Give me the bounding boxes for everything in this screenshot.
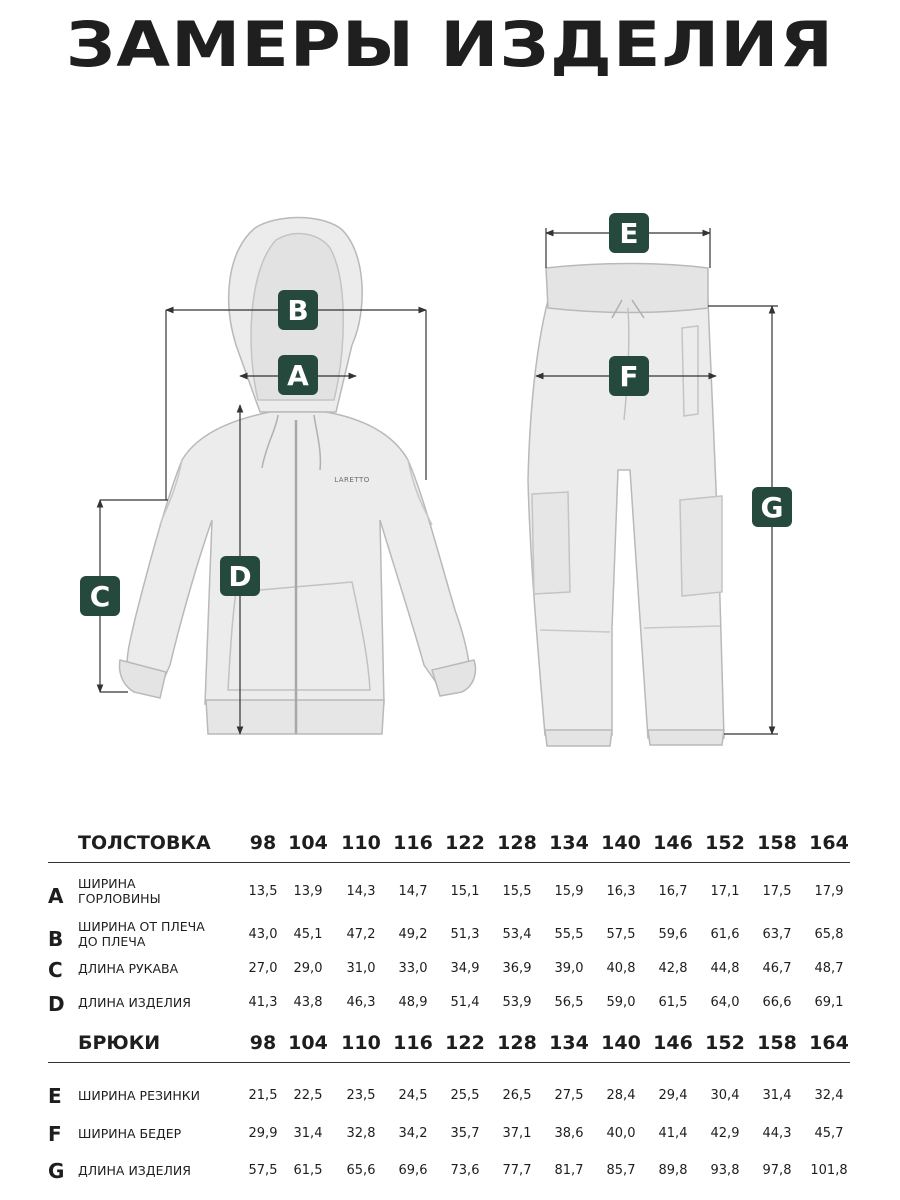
hoodie-table-title: ТОЛСТОВКА [78, 832, 211, 854]
table-cell: 45,7 [814, 1126, 844, 1141]
table-row [48, 958, 850, 988]
row-letter: G [48, 1159, 65, 1183]
size-header: 98 [249, 832, 277, 854]
row-label: ДЛИНА ИЗДЕЛИЯ [78, 995, 191, 1010]
table-cell: 27,5 [554, 1088, 584, 1103]
table-cell: 43,8 [293, 995, 323, 1010]
pants-table-header [48, 1022, 850, 1063]
table-cell: 25,5 [450, 1088, 480, 1103]
row-label: ДЛИНА РУКАВА [78, 961, 179, 976]
table-cell: 44,8 [710, 961, 740, 976]
svg-text:G: G [760, 491, 784, 524]
table-cell: 23,5 [346, 1088, 376, 1103]
table-cell: 15,1 [450, 884, 480, 899]
table-cell: 48,9 [398, 995, 428, 1010]
size-header: 128 [497, 832, 537, 854]
table-cell: 37,1 [502, 1126, 532, 1141]
row-letter: E [48, 1084, 62, 1108]
table-cell: 101,8 [810, 1163, 848, 1178]
table-cell: 16,3 [606, 884, 636, 899]
table-cell: 41,3 [248, 995, 278, 1010]
table-cell: 32,8 [346, 1126, 376, 1141]
svg-text:E: E [619, 217, 639, 250]
table-cell: 51,4 [450, 995, 480, 1010]
marker-e [609, 213, 649, 253]
svg-text:F: F [619, 360, 639, 393]
size-header: 110 [341, 832, 381, 854]
table-cell: 73,6 [450, 1163, 480, 1178]
table-cell: 15,5 [502, 884, 532, 899]
table-cell: 46,3 [346, 995, 376, 1010]
table-cell: 30,4 [710, 1088, 740, 1103]
size-header: 140 [601, 1032, 641, 1054]
row-letter: D [48, 992, 65, 1016]
table-cell: 64,0 [710, 995, 740, 1010]
table-cell: 66,6 [762, 995, 792, 1010]
table-cell: 97,8 [762, 1163, 792, 1178]
table-cell: 16,7 [658, 884, 688, 899]
table-cell: 24,5 [398, 1088, 428, 1103]
hoodie-body [127, 412, 470, 704]
table-cell: 35,7 [450, 1126, 480, 1141]
table-cell: 29,9 [248, 1126, 278, 1141]
table-cell: 17,5 [762, 884, 792, 899]
size-header: 146 [653, 832, 693, 854]
hoodie-size-table [48, 822, 850, 1016]
row-letter: F [48, 1122, 62, 1146]
table-cell: 47,2 [346, 927, 376, 942]
size-header: 128 [497, 1032, 537, 1054]
table-cell: 65,8 [814, 927, 844, 942]
row-label: ШИРИНА РЕЗИНКИ [78, 1088, 200, 1103]
table-cell: 56,5 [554, 995, 584, 1010]
table-cell: 85,7 [606, 1163, 636, 1178]
table-cell: 38,6 [554, 1126, 584, 1141]
table-cell: 40,8 [606, 961, 636, 976]
table-cell: 51,3 [450, 927, 480, 942]
size-header: 140 [601, 832, 641, 854]
brand-logo: LARETTO [334, 476, 370, 484]
table-cell: 81,7 [554, 1163, 584, 1178]
table-cell: 33,0 [398, 961, 428, 976]
table-cell: 31,4 [293, 1126, 323, 1141]
row-letter: A [48, 884, 64, 908]
marker-c [80, 576, 120, 616]
table-cell: 61,5 [293, 1163, 323, 1178]
table-cell: 45,1 [293, 927, 323, 942]
size-header: 104 [288, 832, 328, 854]
table-cell: 89,8 [658, 1163, 688, 1178]
pants-waistband [546, 264, 708, 313]
table-cell: 31,0 [346, 961, 376, 976]
table-cell: 15,9 [554, 884, 584, 899]
size-header: 122 [445, 832, 485, 854]
marker-g [752, 487, 792, 527]
table-cell: 69,6 [398, 1163, 428, 1178]
page-title: ЗАМЕРЫ ИЗДЕЛИЯ [65, 8, 835, 81]
size-header: 122 [445, 1032, 485, 1054]
table-cell: 49,2 [398, 927, 428, 942]
table-cell: 63,7 [762, 927, 792, 942]
row-label: ШИРИНА ОТ ПЛЕЧА ДО ПЛЕЧА [78, 919, 205, 949]
svg-text:A: A [287, 359, 309, 392]
svg-text:C: C [89, 580, 111, 613]
table-cell: 61,6 [710, 927, 740, 942]
table-cell: 57,5 [606, 927, 636, 942]
table-cell: 17,9 [814, 884, 844, 899]
table-cell: 53,4 [502, 927, 532, 942]
size-header: 152 [705, 1032, 745, 1054]
row-label: ДЛИНА ИЗДЕЛИЯ [78, 1163, 191, 1178]
table-cell: 59,6 [658, 927, 688, 942]
table-cell: 36,9 [502, 961, 532, 976]
size-header: 116 [393, 1032, 433, 1054]
table-cell: 55,5 [554, 927, 584, 942]
size-header: 164 [809, 832, 849, 854]
table-cell: 41,4 [658, 1126, 688, 1141]
table-cell: 13,5 [248, 884, 278, 899]
size-header: 134 [549, 1032, 589, 1054]
table-cell: 29,4 [658, 1088, 688, 1103]
table-cell: 26,5 [502, 1088, 532, 1103]
table-cell: 59,0 [606, 995, 636, 1010]
table-cell: 14,3 [346, 884, 376, 899]
table-row [48, 1122, 850, 1152]
size-header: 164 [809, 1032, 849, 1054]
size-header: 158 [757, 1032, 797, 1054]
marker-f [609, 356, 649, 396]
table-cell: 61,5 [658, 995, 688, 1010]
size-header: 104 [288, 1032, 328, 1054]
size-header: 158 [757, 832, 797, 854]
table-cell: 39,0 [554, 961, 584, 976]
size-header: 110 [341, 1032, 381, 1054]
table-cell: 21,5 [248, 1088, 278, 1103]
size-header: 152 [705, 832, 745, 854]
table-cell: 40,0 [606, 1126, 636, 1141]
svg-text:D: D [228, 560, 252, 593]
table-cell: 22,5 [293, 1088, 323, 1103]
table-cell: 14,7 [398, 884, 428, 899]
table-cell: 48,7 [814, 961, 844, 976]
size-header: 116 [393, 832, 433, 854]
hoodie-table-header [48, 822, 850, 863]
table-cell: 44,3 [762, 1126, 792, 1141]
table-cell: 32,4 [814, 1088, 844, 1103]
size-header: 146 [653, 1032, 693, 1054]
row-letter: C [48, 958, 63, 982]
table-cell: 77,7 [502, 1163, 532, 1178]
table-row [48, 1084, 850, 1114]
table-cell: 43,0 [248, 927, 278, 942]
table-cell: 42,8 [658, 961, 688, 976]
pants-table-title: БРЮКИ [78, 1032, 161, 1054]
size-header: 134 [549, 832, 589, 854]
marker-d [220, 556, 260, 596]
table-cell: 29,0 [293, 961, 323, 976]
table-row [48, 874, 850, 910]
table-cell: 34,2 [398, 1126, 428, 1141]
row-letter: B [48, 927, 64, 951]
marker-a [278, 355, 318, 395]
table-cell: 31,4 [762, 1088, 792, 1103]
table-row [48, 917, 850, 953]
table-cell: 42,9 [710, 1126, 740, 1141]
table-cell: 53,9 [502, 995, 532, 1010]
table-cell: 28,4 [606, 1088, 636, 1103]
table-cell: 93,8 [710, 1163, 740, 1178]
table-cell: 69,1 [814, 995, 844, 1010]
row-label: ШИРИНА ГОРЛОВИНЫ [78, 876, 161, 906]
pants-illustration [528, 264, 724, 747]
table-cell: 46,7 [762, 961, 792, 976]
table-cell: 65,6 [346, 1163, 376, 1178]
table-row [48, 992, 850, 1022]
svg-text:B: B [287, 294, 309, 327]
table-row [48, 1159, 850, 1189]
table-cell: 27,0 [248, 961, 278, 976]
pants-size-table [48, 1022, 850, 1183]
table-cell: 34,9 [450, 961, 480, 976]
table-cell: 13,9 [293, 884, 323, 899]
marker-b [278, 290, 318, 330]
row-label: ШИРИНА БЕДЕР [78, 1126, 182, 1141]
size-header: 98 [249, 1032, 277, 1054]
table-cell: 57,5 [248, 1163, 278, 1178]
table-cell: 17,1 [710, 884, 740, 899]
